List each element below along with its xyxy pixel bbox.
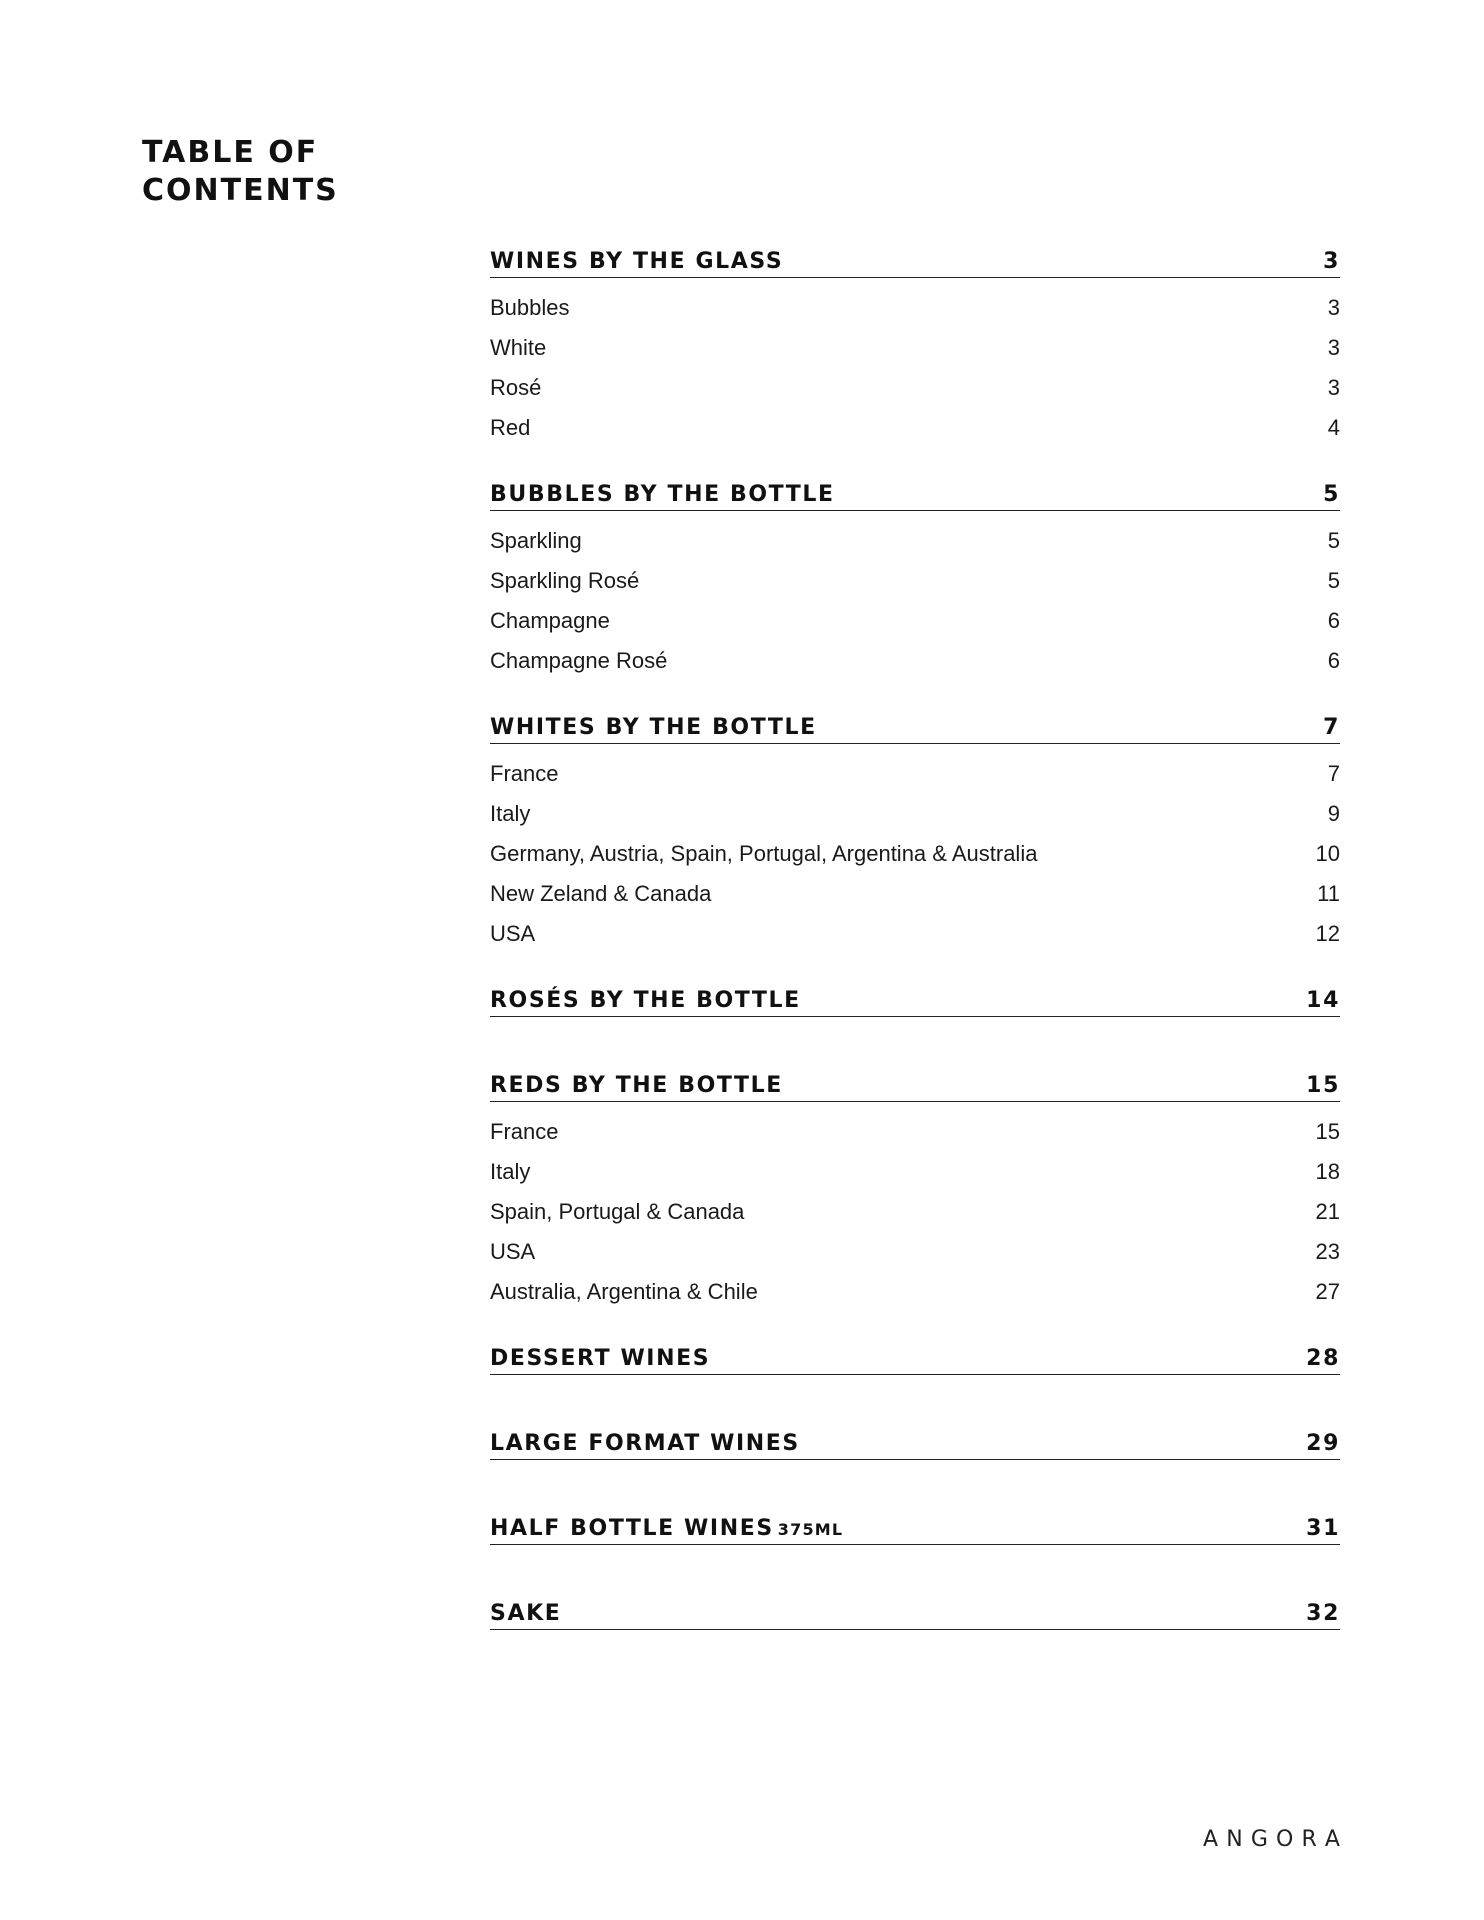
toc-subsection-label: France xyxy=(490,761,559,786)
toc-section xyxy=(490,474,1340,707)
toc-subsection-page-number: 3 xyxy=(1327,335,1340,360)
toc-section-page-number: 28 xyxy=(1306,1346,1340,1371)
toc-section-header[interactable] xyxy=(490,1423,1340,1460)
toc-subsection-item[interactable] xyxy=(490,328,1340,368)
toc-section-title: DESSERT WINES xyxy=(490,1346,711,1371)
toc-section-title-wrap xyxy=(490,988,801,1013)
toc-subsection-list xyxy=(490,744,1340,954)
toc-section-header[interactable] xyxy=(490,1508,1340,1545)
toc-section-title-wrap xyxy=(490,715,817,740)
table-of-contents xyxy=(490,241,1340,1630)
toc-subsection-item[interactable] xyxy=(490,1152,1340,1192)
toc-section-title-wrap xyxy=(490,482,835,507)
toc-section-header[interactable] xyxy=(490,241,1340,278)
toc-subsection-page-number: 12 xyxy=(1315,921,1340,946)
toc-subsection-page-number: 9 xyxy=(1327,801,1340,826)
toc-subsection-label: Rosé xyxy=(490,375,542,400)
spacer xyxy=(490,1312,1340,1338)
toc-subsection-label: Red xyxy=(490,415,531,440)
toc-subsection-list xyxy=(490,278,1340,448)
toc-section-title-wrap xyxy=(490,1516,843,1541)
toc-section-title-wrap xyxy=(490,1431,800,1456)
toc-section-header[interactable] xyxy=(490,474,1340,511)
toc-subsection-item[interactable] xyxy=(490,601,1340,641)
spacer xyxy=(490,1375,1340,1423)
angora-logo xyxy=(1203,1827,1340,1851)
toc-subsection-label: Sparkling Rosé xyxy=(490,568,640,593)
toc-subsection-page-number: 18 xyxy=(1315,1159,1340,1184)
toc-subsection-label: Champagne xyxy=(490,608,610,633)
toc-section-title: ROSÉS BY THE BOTTLE xyxy=(490,988,801,1013)
toc-subsection-label: New Zeland & Canada xyxy=(490,881,712,906)
toc-subsection-page-number: 4 xyxy=(1327,415,1340,440)
spacer xyxy=(490,954,1340,980)
toc-section-page-number: 32 xyxy=(1306,1601,1340,1626)
toc-subsection-label: White xyxy=(490,335,547,360)
toc-section-header[interactable] xyxy=(490,1065,1340,1102)
toc-section-page-number: 15 xyxy=(1306,1073,1340,1098)
toc-section-title: SAKE xyxy=(490,1601,562,1626)
toc-section-title: LARGE FORMAT WINES xyxy=(490,1431,800,1456)
logo-letter: N xyxy=(1226,1826,1243,1852)
toc-section xyxy=(490,707,1340,980)
toc-subsection-label: Italy xyxy=(490,801,531,826)
toc-subsection-item[interactable] xyxy=(490,1232,1340,1272)
spacer xyxy=(490,1545,1340,1593)
toc-section-title: BUBBLES BY THE BOTTLE xyxy=(490,482,835,507)
toc-subsection-item[interactable] xyxy=(490,408,1340,448)
toc-subsection-page-number: 5 xyxy=(1327,568,1340,593)
toc-subsection-list xyxy=(490,511,1340,681)
page-title xyxy=(142,134,339,210)
spacer xyxy=(490,1460,1340,1508)
toc-subsection-item[interactable] xyxy=(490,1112,1340,1152)
toc-subsection-item[interactable] xyxy=(490,914,1340,954)
toc-subsection-item[interactable] xyxy=(490,794,1340,834)
toc-subsection-item[interactable] xyxy=(490,1192,1340,1232)
toc-subsection-label: Champagne Rosé xyxy=(490,648,668,673)
toc-subsection-page-number: 6 xyxy=(1327,648,1340,673)
logo-letter: A xyxy=(1324,1826,1340,1852)
toc-subsection-item[interactable] xyxy=(490,368,1340,408)
logo-letter: R xyxy=(1301,1826,1317,1852)
toc-subsection-list xyxy=(490,1102,1340,1312)
toc-subsection-label: Australia, Argentina & Chile xyxy=(490,1279,758,1304)
toc-subsection-label: Sparkling xyxy=(490,528,582,553)
toc-section-page-number: 3 xyxy=(1323,249,1340,274)
toc-section-header[interactable] xyxy=(490,1593,1340,1630)
toc-subsection-item[interactable] xyxy=(490,834,1340,874)
toc-subsection-item[interactable] xyxy=(490,641,1340,681)
toc-section xyxy=(490,1508,1340,1593)
toc-section xyxy=(490,1423,1340,1508)
toc-section-header[interactable] xyxy=(490,980,1340,1017)
toc-section-title-wrap xyxy=(490,249,783,274)
logo-letter: G xyxy=(1250,1826,1268,1852)
toc-subsection-label: Italy xyxy=(490,1159,531,1184)
toc-section-title-suffix: 375ML xyxy=(777,1520,844,1539)
toc-section-title-wrap xyxy=(490,1346,710,1371)
toc-subsection-page-number: 7 xyxy=(1327,761,1340,786)
toc-section-title-wrap xyxy=(490,1601,561,1626)
toc-subsection-item[interactable] xyxy=(490,874,1340,914)
toc-section-title: HALF BOTTLE WINES xyxy=(490,1516,774,1541)
toc-section-header[interactable] xyxy=(490,707,1340,744)
toc-section-page-number: 29 xyxy=(1306,1431,1340,1456)
toc-subsection-page-number: 11 xyxy=(1317,881,1340,906)
logo-letter: A xyxy=(1203,1826,1219,1852)
toc-section-title: REDS BY THE BOTTLE xyxy=(490,1073,783,1098)
toc-subsection-page-number: 3 xyxy=(1327,295,1340,320)
toc-subsection-page-number: 27 xyxy=(1315,1279,1340,1304)
toc-subsection-page-number: 21 xyxy=(1315,1199,1340,1224)
toc-section xyxy=(490,241,1340,474)
spacer xyxy=(490,448,1340,474)
toc-section-title-wrap xyxy=(490,1073,783,1098)
toc-subsection-page-number: 5 xyxy=(1327,528,1340,553)
toc-subsection-label: Spain, Portugal & Canada xyxy=(490,1199,745,1224)
toc-subsection-page-number: 3 xyxy=(1327,375,1340,400)
toc-section-page-number: 31 xyxy=(1306,1516,1340,1541)
toc-subsection-item[interactable] xyxy=(490,521,1340,561)
toc-section xyxy=(490,1065,1340,1338)
toc-section xyxy=(490,980,1340,1065)
page-title-line-1: TABLE OF xyxy=(142,135,319,170)
toc-section-header[interactable] xyxy=(490,1338,1340,1375)
toc-section-page-number: 14 xyxy=(1306,988,1340,1013)
spacer xyxy=(490,681,1340,707)
toc-subsection-item[interactable] xyxy=(490,288,1340,328)
toc-subsection-label: USA xyxy=(490,1239,536,1264)
toc-section-page-number: 5 xyxy=(1323,482,1340,507)
toc-section xyxy=(490,1338,1340,1423)
toc-section-title: WINES BY THE GLASS xyxy=(490,249,784,274)
toc-subsection-item[interactable] xyxy=(490,754,1340,794)
toc-section-title: WHITES BY THE BOTTLE xyxy=(490,715,817,740)
logo-letter: O xyxy=(1276,1826,1294,1852)
page-title-line-2: CONTENTS xyxy=(142,173,339,208)
toc-section-page-number: 7 xyxy=(1323,715,1340,740)
toc-subsection-label: USA xyxy=(490,921,536,946)
spacer xyxy=(490,1017,1340,1065)
toc-subsection-page-number: 15 xyxy=(1315,1119,1340,1144)
toc-subsection-label: Germany, Austria, Spain, Portugal, Argentina & Australia xyxy=(490,841,1038,866)
toc-subsection-page-number: 10 xyxy=(1315,841,1340,866)
toc-subsection-page-number: 23 xyxy=(1315,1239,1340,1264)
toc-subsection-label: Bubbles xyxy=(490,295,570,320)
toc-subsection-label: France xyxy=(490,1119,559,1144)
toc-subsection-page-number: 6 xyxy=(1327,608,1340,633)
toc-section xyxy=(490,1593,1340,1630)
toc-subsection-item[interactable] xyxy=(490,1272,1340,1312)
toc-subsection-item[interactable] xyxy=(490,561,1340,601)
